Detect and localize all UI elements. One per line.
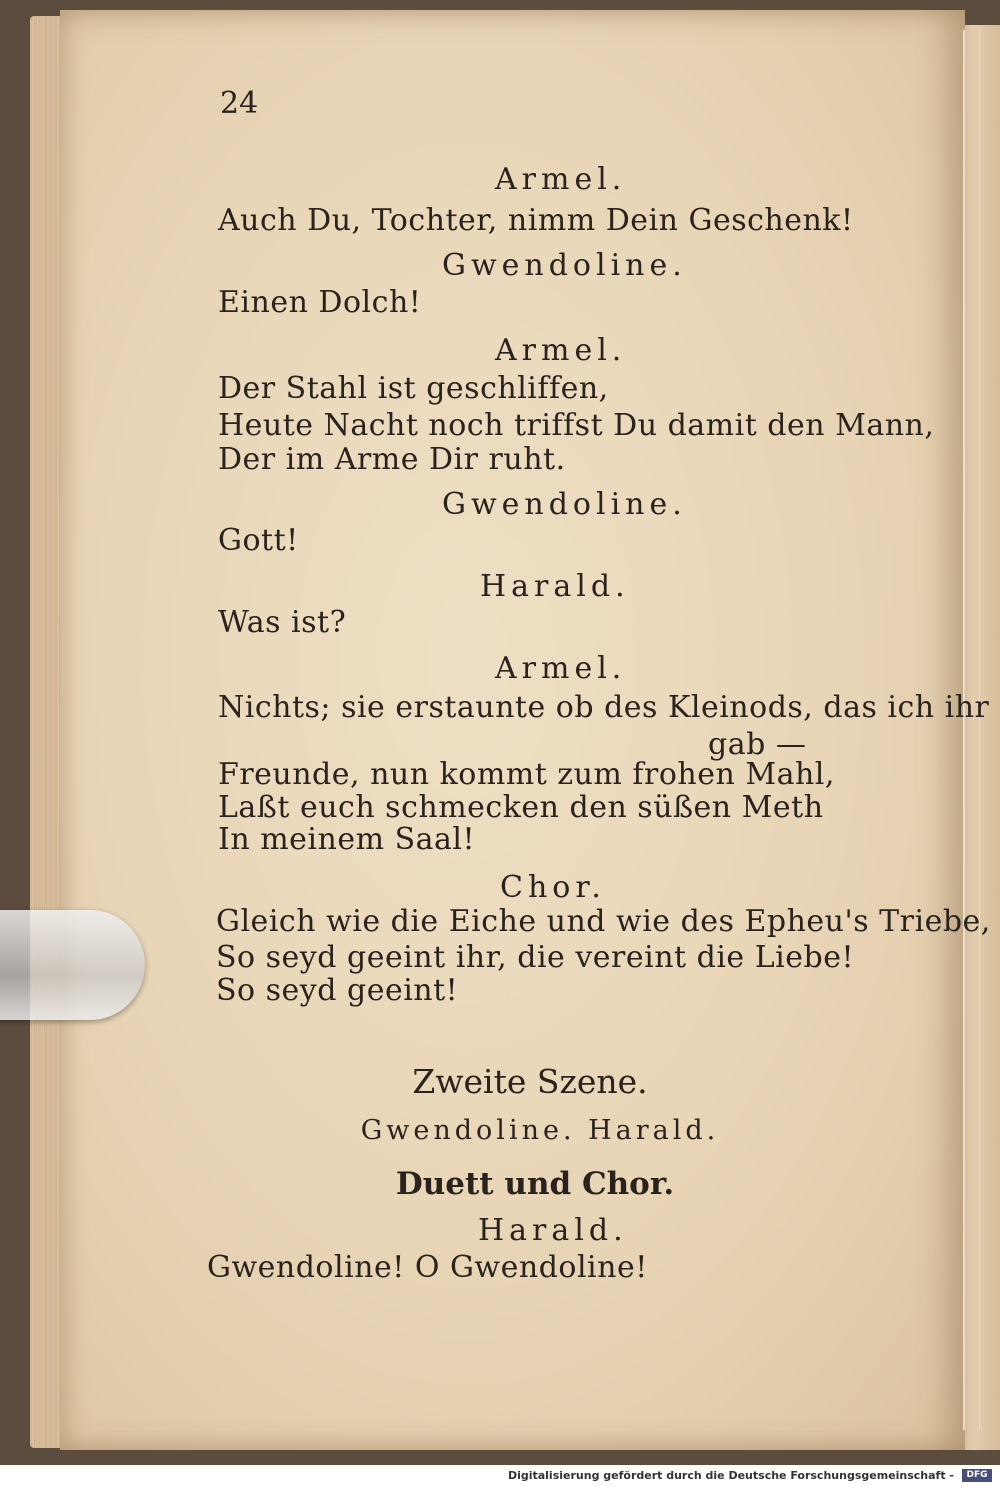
verse-line: Der Stahl ist geschliffen, (218, 371, 609, 406)
verse-line: Was ist? (218, 605, 347, 640)
speaker-name: Harald. (480, 569, 630, 604)
funding-credit: Digitalisierung gefördert durch die Deutsche Forschungsgemeinschaft - (507, 1469, 954, 1482)
verse-line: Einen Dolch! (218, 285, 422, 320)
digitization-footer (0, 1465, 1000, 1487)
scene-cast: Gwendoline. Harald. (360, 1115, 720, 1146)
speaker-name: Armel. (495, 162, 627, 197)
verse-line: Laßt euch schmecken den süßen Meth (218, 790, 824, 825)
verse-line: So seyd geeint! (216, 973, 459, 1008)
verse-line: Gott! (218, 523, 299, 558)
verse-line: Heute Nacht noch triffst Du damit den Mann, (218, 408, 935, 443)
speaker-name: Gwendoline. (442, 487, 687, 522)
speaker-name: Harald. (478, 1213, 628, 1248)
speaker-name: Armel. (495, 333, 627, 368)
verse-line: Freunde, nun kommt zum frohen Mahl, (218, 757, 835, 792)
verse-line: Auch Du, Tochter, nimm Dein Geschenk! (218, 203, 854, 238)
scene-title: Zweite Szene. (412, 1062, 648, 1101)
speaker-name: Chor. (500, 870, 606, 905)
speaker-name: Armel. (495, 651, 627, 686)
page-holder-clip (0, 910, 145, 1020)
verse-line: Der im Arme Dir ruht. (218, 442, 566, 477)
speaker-name: Gwendoline. (442, 248, 687, 283)
verse-line: In meinem Saal! (218, 822, 476, 857)
verse-line: Gwendoline! O Gwendoline! (207, 1250, 648, 1285)
musical-number-title: Duett und Chor. (395, 1166, 675, 1202)
verse-line-continuation: gab — (708, 727, 807, 762)
verse-line: Gleich wie die Eiche und wie des Epheu's Triebe, (216, 904, 991, 939)
verse-line: So seyd geeint ihr, die vereint die Liebe! (216, 940, 855, 975)
page-number: 24 (220, 86, 259, 121)
dfg-logo: DFG (962, 1469, 992, 1482)
verse-line: Nichts; sie erstaunte ob des Kleinods, das ich ihr (218, 690, 990, 725)
